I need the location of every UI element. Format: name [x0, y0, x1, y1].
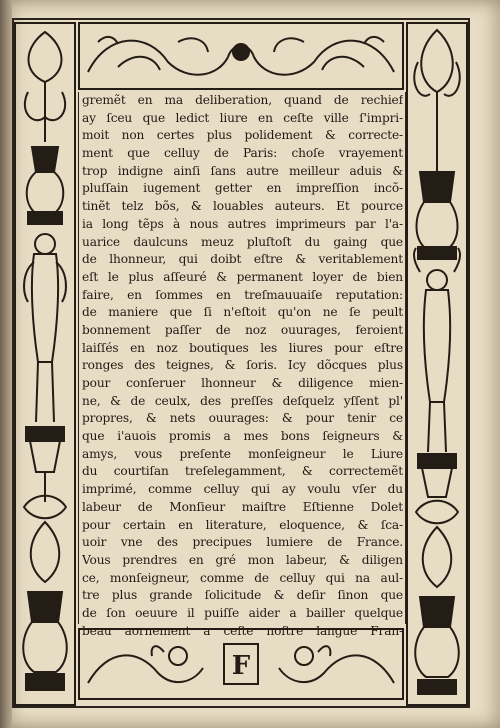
body-text-block [78, 92, 406, 638]
text-line: beau aornement a ceſte noſtre langue Fran- [82, 623, 403, 638]
footer-initial-letter: F [231, 651, 251, 681]
left-ornamental-border [14, 22, 76, 706]
text-line: pour certain en literature, eloquence, & ſca- [82, 517, 403, 532]
text-line: gremẽt en ma deliberation, quand de rechief [82, 93, 403, 107]
right-ornamental-border [406, 22, 468, 706]
text-line: amys, vous preſente monſeigneur le Liure [82, 446, 403, 461]
text-line: tre plus grande ſolicitude & deſir ſinon que [82, 588, 403, 603]
text-line: pour conſeruer lhonneur & diligence mien- [82, 376, 403, 390]
text-line: que i'auois promis a mes bons ſeigneurs & [82, 429, 403, 444]
text-line: uoir vne des precipues lumiere de France. [82, 535, 403, 550]
header-ornament-band [78, 22, 404, 90]
cherub-ornament [78, 628, 404, 700]
left-border-ornament [14, 22, 76, 706]
text-line: de lhonneur, qui doibt eſtre & veritablement [82, 252, 403, 267]
text-line: labeur de Monſieur maiſtre Eſtienne Dolet [82, 499, 403, 514]
text-line: ment que celluy de Paris: choſe vrayement [82, 146, 403, 161]
text-line: ay ſceu que ledict liure en ceſte ville ſ'impri- [82, 110, 403, 125]
text-line: laiſſés en noz boutiques les liures pour eſtre [82, 340, 403, 355]
dolphin-scroll-ornament [78, 22, 404, 90]
text-line: ce, monſeigneur, comme de celluy qui na aul- [82, 570, 403, 585]
text-line: ia long tẽps à nous autres imprimeurs par l'a- [82, 216, 403, 231]
text-line: tinẽt telz bõs, & louables auteurs. Et pource [82, 199, 403, 214]
text-line: faire, en ſommes en treſmauuaiſe reputation: [82, 287, 403, 302]
text-line: pluſſain iugement getter en impreſſion incõ- [82, 181, 403, 196]
book-gutter [0, 0, 12, 728]
text-line: imprimé, comme celluy qui ay voulu vſer du [82, 482, 403, 497]
text-line: bonnement paſſer de noz ouurages, feroient [82, 322, 403, 337]
text-line: ronges des teignes, & ſoris. Icy dõcques plus [82, 358, 403, 373]
footer-ornament-band [78, 628, 404, 700]
text-line: moit non certes plus polidement & correcte- [82, 128, 403, 143]
text-line: trop indigne ainſi ſans autre meilleur aduis & [82, 163, 403, 178]
text-line: propres, & nets ouurages: & pour tenir ce [82, 411, 403, 426]
text-line: de maniere que ſi n'eſtoit qu'on ne ſe peult [82, 305, 403, 320]
right-border-ornament [406, 22, 468, 706]
text-line: ne, & de ceulx, des preſſes deſquelz yſſent pl' [82, 393, 403, 408]
text-line: du courtiſan treſelegamment, & correctemẽt [82, 464, 403, 479]
text-line: de ſon oeuure il puiſſe aider a bailler quelque [82, 605, 403, 620]
text-line: Vous prendres en gré mon labeur, & diligen [82, 552, 403, 567]
text-line: eſt le plus aſſeuré & permanent loyer de bien [82, 269, 403, 284]
text-line: uarice daulcuns meuz pluſtoſt du gaing que [82, 234, 403, 249]
